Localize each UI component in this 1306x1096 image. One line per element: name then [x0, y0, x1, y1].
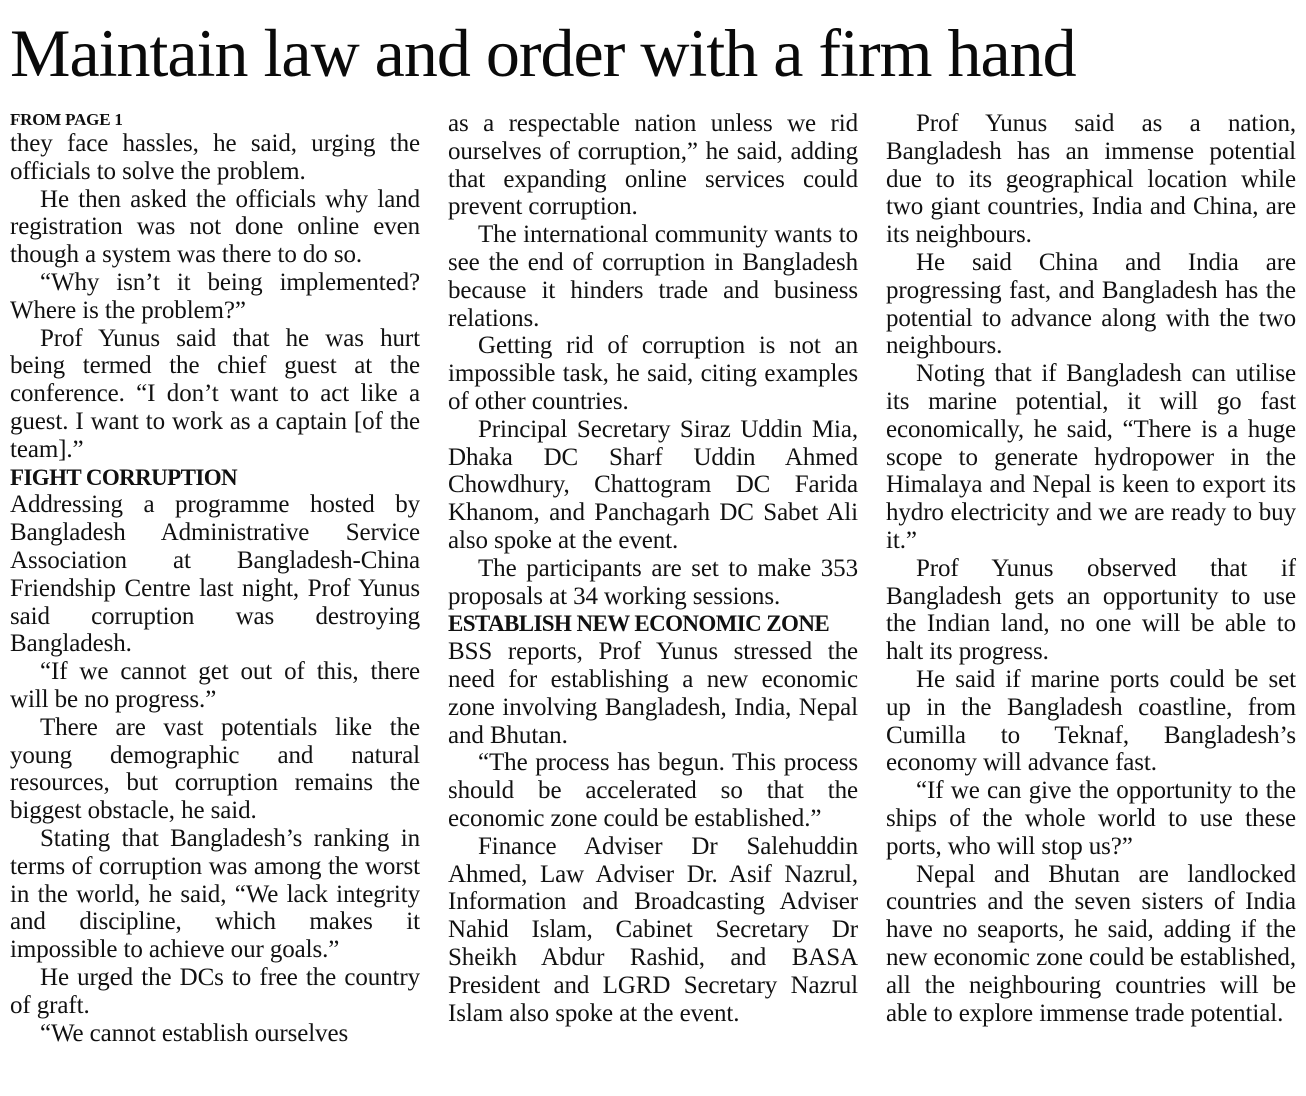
column-3 — [886, 110, 1296, 1090]
kicker-from-page-1: FROM PAGE 1 — [10, 110, 123, 129]
paragraph: “If we cannot get out of this, there will be no progress.” — [10, 658, 420, 713]
paragraph: There are vast potentials like the young demographic and natural resources, but corruption remains the biggest obstacle, he said. — [10, 713, 420, 825]
column-2 — [448, 110, 858, 1090]
article-body — [10, 110, 1296, 1090]
paragraph: Noting that if Bangladesh can utilise its marine potential, it will go fast economically, he said, “There is a huge scope to generate hydropower in the Himalaya and Nepal is keen to export its hydro electricity and we are ready to buy it.” — [886, 360, 1296, 554]
paragraph: Principal Secretary Siraz Uddin Mia, Dhaka DC Sharf Uddin Ahmed Chowdhury, Chattogram DC Farida Khanom, and Panchagarh DC Sabet Ali also spoke at the event. — [448, 415, 858, 554]
paragraph: Prof Yunus observed that if Bangladesh gets an opportunity to use the Indian land, no one will be able to halt its progress. — [886, 554, 1296, 666]
paragraph: The participants are set to make 353 proposals at 34 working sessions. — [448, 554, 858, 610]
paragraph: Stating that Bangladesh’s ranking in terms of corruption was among the worst in the world, he said, “We lack integrity and discipline, which makes it impossible to achieve our goals.” — [10, 824, 420, 964]
paragraph: “We cannot establish ourselves — [40, 1019, 349, 1047]
paragraph: “Why isn’t it being implemented? Where is the problem?” — [10, 268, 420, 324]
paragraph: He said if marine ports could be set up in the Bangladesh coastline, from Cumilla to Teknaf, Bangladesh’s economy will advance fast. — [886, 665, 1296, 777]
paragraph: Prof Yunus said that he was hurt being termed the chief guest at the conference. “I don’t want to act like a guest. I want to work as a captain [of the team].” — [10, 324, 420, 463]
paragraph: He then asked the officials why land registration was not done online even though a system was there to do so. — [10, 185, 420, 269]
subhead-fight-corruption: FIGHT CORRUPTION — [10, 464, 238, 490]
paragraph: Finance Adviser Dr Salehuddin Ahmed, Law Adviser Dr. Asif Nazrul, Information and Broadcasting Adviser Nahid Islam, Cabinet Secretary Dr Sheikh Abdur Rashid, and BASA President and LGRD Secretary Nazrul Islam also spoke at the event. — [448, 832, 858, 1027]
paragraph: He urged the DCs to free the country of graft. — [10, 963, 420, 1019]
paragraph: they face hassles, he said, urging the officials to solve the problem. — [10, 130, 420, 185]
column-1 — [10, 110, 420, 1090]
paragraph: Getting rid of corruption is not an impossible task, he said, citing examples of other countries. — [448, 332, 858, 415]
headline: Maintain law and order with a firm hand — [10, 15, 1076, 91]
paragraph: “If we can give the opportunity to the ships of the whole world to use these ports, who will stop us?” — [886, 777, 1296, 860]
paragraph: as a respectable nation unless we rid ourselves of corruption,” he said, adding that expanding online services could prevent corruption. — [448, 110, 858, 221]
paragraph: “The process has begun. This process should be accelerated so that the economic zone could be established.” — [448, 749, 858, 832]
subhead-economic-zone: ESTABLISH NEW ECONOMIC ZONE — [448, 611, 830, 637]
paragraph: The international community wants to see the end of corruption in Bangladesh because it hinders trade and business relations. — [448, 221, 858, 332]
paragraph: Addressing a programme hosted by Bangladesh Administrative Service Association at Bangladesh-China Friendship Centre last night, Prof Yunus said corruption was destroying Bangladesh. — [10, 491, 420, 658]
paragraph: Prof Yunus said as a nation, Bangladesh has an immense potential due to its geographical location while two giant countries, India and China, are its neighbours. — [886, 110, 1296, 249]
paragraph: BSS reports, Prof Yunus stressed the need for establishing a new economic zone involving Bangladesh, India, Nepal and Bhutan. — [448, 638, 858, 749]
paragraph: He said China and India are progressing fast, and Bangladesh has the potential to advance along with the two neighbours. — [886, 248, 1296, 360]
paragraph: Nepal and Bhutan are landlocked countries and the seven sisters of India have no seaports, he said, adding if the new economic zone could be established, all the neighbouring countries will be able to explore immense trade potential. — [886, 860, 1296, 1027]
